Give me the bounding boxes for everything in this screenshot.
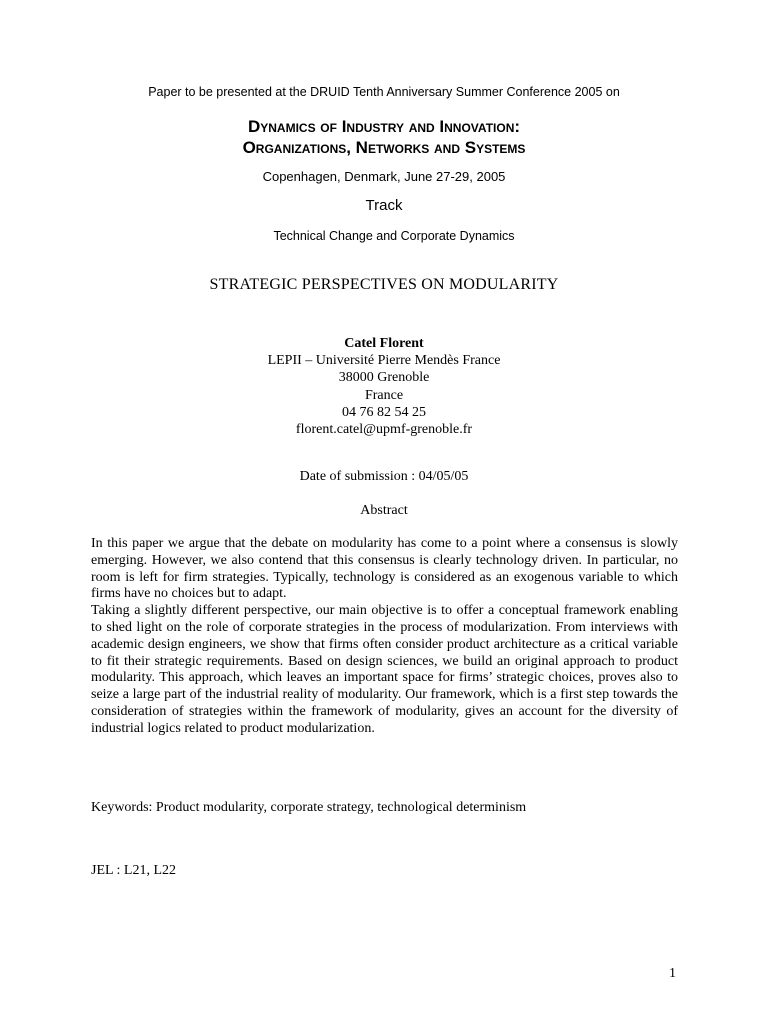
abstract-paragraph: Taking a slightly different perspective, our main objective is to offer a conceptual framework enabling to shed light on the role of corporate strategies in the process of modularization. From interviews with academic design engineers, we show that firms often consider product architecture as a critical variable to fit their strategic requirements. Based on design sciences, we build an original approach to product modularity. This approach, which leaves an important space for firms’ strategic choices, proves also to seize a large part of the industrial reality of modularity. Our framework, which is a first step towards the consideration of strategies within the framework of modularity, gives an account for the diversity of industrial logics related to product modularization. [91, 603, 678, 736]
author-block [0, 335, 768, 438]
author-name: Catel Florent [344, 336, 424, 351]
conference-title-line-1: Dynamics of Industry and Innovation: [247, 117, 521, 136]
conference-title-line-2: Organizations, Networks and Systems [242, 138, 526, 157]
abstract-paragraph: In this paper we argue that the debate on modularity has come to a point where a consensus is slowly emerging. However, we also contend that this consensus is clearly technology driven. In particular, no room is left for firm strategies. Typically, technology is considered as an exogenous variable to which firms have no choices but to adapt. [91, 536, 678, 602]
abstract-body [91, 536, 678, 738]
jel-codes: JEL : L21, L22 [91, 863, 177, 878]
keywords: Keywords: Product modularity, corporate strategy, technological determinism [91, 800, 527, 815]
abstract-heading: Abstract [360, 503, 408, 518]
conference-location-date: Copenhagen, Denmark, June 27-29, 2005 [262, 169, 506, 184]
submission-date: Date of submission : 04/05/05 [299, 469, 469, 484]
author-email: florent.catel@upmf-grenoble.fr [295, 422, 473, 438]
author-postal: 38000 Grenoble [338, 370, 430, 386]
conference-line: Paper to be presented at the DRUID Tenth Anniversary Summer Conference 2005 on [148, 85, 620, 99]
track-name: Technical Change and Corporate Dynamics [273, 229, 515, 243]
page-number: 1 [669, 966, 676, 981]
author-affiliation: LEPII – Université Pierre Mendès France [267, 353, 501, 369]
author-country: France [364, 387, 404, 403]
paper-title: STRATEGIC PERSPECTIVES ON MODULARITY [209, 276, 559, 293]
author-phone: 04 76 82 54 25 [342, 404, 426, 420]
track-label: Track [365, 197, 403, 214]
